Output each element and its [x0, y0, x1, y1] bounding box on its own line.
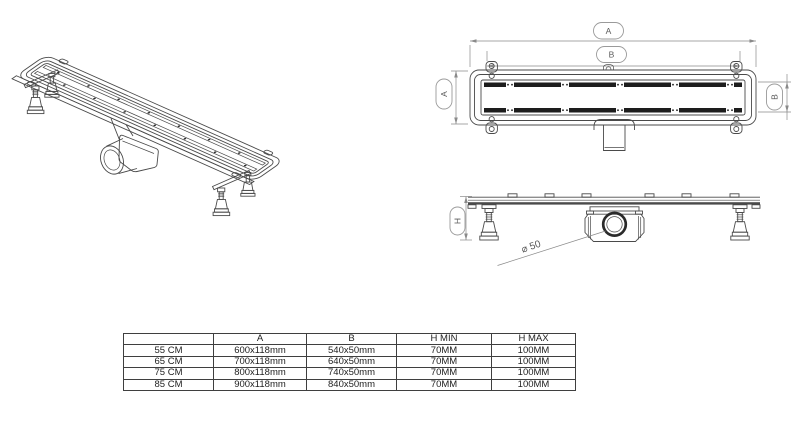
- size-cell: 55 CM: [124, 345, 214, 356]
- diameter-callout: [498, 231, 606, 266]
- size-cell: 85 CM: [124, 379, 214, 390]
- dimension-a-width: [436, 71, 468, 124]
- center-notch: [604, 65, 614, 71]
- size-cell: 65 CM: [124, 356, 214, 367]
- h-min-cell: 70MM: [397, 345, 492, 356]
- dim-h-label: H: [452, 217, 463, 225]
- spec-table: [123, 333, 576, 391]
- dim-b-label: B: [608, 49, 615, 60]
- dim-a-label: A: [605, 25, 612, 36]
- channel-side-profile: [468, 194, 760, 209]
- dim-b-cell: 840x50mm: [307, 379, 397, 390]
- channel-top-view: [470, 62, 756, 151]
- dim-b-cell: 540x50mm: [307, 345, 397, 356]
- dim-a-cell: 900x118mm: [214, 379, 307, 390]
- grate: [484, 83, 742, 113]
- h-max-cell: 100MM: [492, 345, 576, 356]
- side-view: [450, 194, 760, 266]
- table-row: [124, 356, 576, 367]
- table-row: [124, 368, 576, 379]
- grate-rivets: [507, 84, 733, 111]
- h-max-cell: 100MM: [492, 379, 576, 390]
- header-b: B: [307, 334, 397, 345]
- header-h-max: H MAX: [492, 334, 576, 345]
- spec-table-header-row: [124, 334, 576, 345]
- isometric-view: [12, 53, 287, 216]
- table-row: [124, 379, 576, 390]
- h-max-cell: 100MM: [492, 356, 576, 367]
- outlet-diameter-label: ⌀ 50: [519, 238, 543, 256]
- iso-channel-body: [12, 53, 287, 185]
- header-h-min: H MIN: [397, 334, 492, 345]
- table-row: [124, 345, 576, 356]
- plan-view: [436, 23, 791, 151]
- h-min-cell: 70MM: [397, 379, 492, 390]
- dimension-b-width: [758, 74, 791, 120]
- dim-a-side-label: A: [439, 91, 450, 97]
- adjustable-foot-right: [731, 205, 749, 240]
- dimension-b-length: [487, 47, 740, 68]
- adjustable-foot-left: [480, 205, 498, 240]
- plate-tabs: [508, 194, 739, 197]
- h-max-cell: 100MM: [492, 368, 576, 379]
- header-a: A: [214, 334, 307, 345]
- h-min-cell: 70MM: [397, 368, 492, 379]
- header-size: [124, 334, 214, 345]
- size-cell: 75 CM: [124, 368, 214, 379]
- h-min-cell: 70MM: [397, 356, 492, 367]
- dim-a-cell: 800x118mm: [214, 368, 307, 379]
- dim-b-side-label: B: [769, 94, 780, 100]
- dim-a-cell: 700x118mm: [214, 356, 307, 367]
- dim-a-cell: 600x118mm: [214, 345, 307, 356]
- dim-b-cell: 740x50mm: [307, 368, 397, 379]
- drain-trap-side-view: [585, 207, 644, 242]
- dim-b-cell: 640x50mm: [307, 356, 397, 367]
- outlet-top-view: [594, 120, 635, 151]
